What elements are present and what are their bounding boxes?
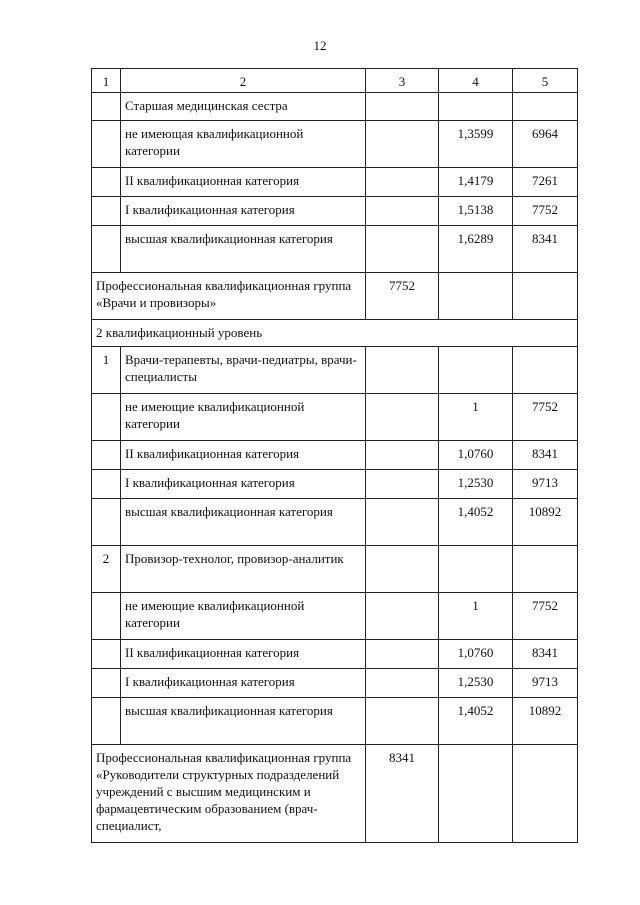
table-cell: 1,6289 bbox=[439, 226, 513, 273]
table-cell bbox=[366, 698, 439, 745]
table-cell bbox=[366, 669, 439, 698]
table-cell bbox=[366, 197, 439, 226]
table-row bbox=[92, 320, 578, 347]
header-cell: 5 bbox=[513, 69, 578, 93]
table-cell bbox=[92, 168, 121, 197]
header-cell: 1 bbox=[92, 69, 121, 93]
table-cell: II квалификационная категория bbox=[121, 168, 366, 197]
table-cell bbox=[439, 546, 513, 593]
table-cell bbox=[513, 347, 578, 394]
table-cell: 10892 bbox=[513, 499, 578, 546]
table-row bbox=[92, 745, 578, 843]
table-cell: II квалификационная категория bbox=[121, 640, 366, 669]
table-cell bbox=[92, 121, 121, 168]
table-cell: не имеющая квалификационной категории bbox=[121, 121, 366, 168]
table-row bbox=[92, 441, 578, 470]
table-cell bbox=[92, 394, 121, 441]
table-row bbox=[92, 640, 578, 669]
table-cell: 9713 bbox=[513, 470, 578, 499]
table-cell bbox=[92, 640, 121, 669]
table-cell bbox=[92, 499, 121, 546]
table-cell: 7752 bbox=[513, 394, 578, 441]
table-cell: 1,0760 bbox=[439, 640, 513, 669]
table-cell: 7752 bbox=[513, 197, 578, 226]
table-cell bbox=[366, 470, 439, 499]
table-cell bbox=[92, 470, 121, 499]
table-cell bbox=[513, 93, 578, 121]
table-cell bbox=[366, 226, 439, 273]
table-cell bbox=[92, 197, 121, 226]
table-cell: 8341 bbox=[513, 441, 578, 470]
table-cell: высшая квалификационная категория bbox=[121, 226, 366, 273]
table-cell: 1,2530 bbox=[439, 470, 513, 499]
table-cell bbox=[513, 273, 578, 320]
table-cell: не имеющие квалификационной категории bbox=[121, 394, 366, 441]
table-cell bbox=[366, 168, 439, 197]
table-cell bbox=[366, 640, 439, 669]
table-cell: 7752 bbox=[513, 593, 578, 640]
table-cell: 2 bbox=[92, 546, 121, 593]
table-cell: 1,5138 bbox=[439, 197, 513, 226]
table-cell: I квалификационная категория bbox=[121, 470, 366, 499]
table-cell: 1,4052 bbox=[439, 499, 513, 546]
table-row bbox=[92, 499, 578, 546]
table-cell: 1 bbox=[92, 347, 121, 394]
table-row bbox=[92, 121, 578, 168]
table-cell bbox=[92, 593, 121, 640]
table-cell: 1,4179 bbox=[439, 168, 513, 197]
table-header-row bbox=[92, 69, 578, 93]
table-cell: 10892 bbox=[513, 698, 578, 745]
table-cell bbox=[92, 698, 121, 745]
table-cell: Профессиональная квалификационная группа «Руководители структурных подразделений учреждений с высшим медицинским и фармацевтическим образованием (врач-специалист, bbox=[92, 745, 366, 843]
table-cell: Врачи-терапевты, врачи-педиатры, врачи-специалисты bbox=[121, 347, 366, 394]
table-cell: 8341 bbox=[513, 640, 578, 669]
table-cell bbox=[439, 347, 513, 394]
table-row bbox=[92, 593, 578, 640]
table-cell: 9713 bbox=[513, 669, 578, 698]
table-cell: Старшая медицинская сестра bbox=[121, 93, 366, 121]
salary-table bbox=[91, 68, 578, 843]
table-cell: I квалификационная категория bbox=[121, 197, 366, 226]
table-cell bbox=[92, 93, 121, 121]
table-cell: 2 квалификационный уровень bbox=[92, 320, 578, 347]
table-cell: I квалификационная категория bbox=[121, 669, 366, 698]
table-cell bbox=[92, 226, 121, 273]
table-cell bbox=[366, 499, 439, 546]
table-row bbox=[92, 168, 578, 197]
table-cell bbox=[513, 745, 578, 843]
table-cell bbox=[439, 273, 513, 320]
table-row bbox=[92, 93, 578, 121]
table-cell: 1,0760 bbox=[439, 441, 513, 470]
table-cell: II квалификационная категория bbox=[121, 441, 366, 470]
table-cell: 1,3599 bbox=[439, 121, 513, 168]
table-row bbox=[92, 394, 578, 441]
table-row bbox=[92, 226, 578, 273]
table-cell: 1 bbox=[439, 593, 513, 640]
table-cell bbox=[92, 669, 121, 698]
table-cell: Профессиональная квалификационная группа «Врачи и провизоры» bbox=[92, 273, 366, 320]
header-cell: 2 bbox=[121, 69, 366, 93]
table-cell bbox=[513, 546, 578, 593]
table-row bbox=[92, 546, 578, 593]
table-cell bbox=[92, 441, 121, 470]
table-row bbox=[92, 273, 578, 320]
table-cell: не имеющие квалификационной категории bbox=[121, 593, 366, 640]
table-cell bbox=[366, 593, 439, 640]
table-row bbox=[92, 669, 578, 698]
header-cell: 4 bbox=[439, 69, 513, 93]
table-cell: 8341 bbox=[513, 226, 578, 273]
table-cell: 7261 bbox=[513, 168, 578, 197]
table-cell bbox=[366, 93, 439, 121]
table-cell: высшая квалификационная категория bbox=[121, 698, 366, 745]
table-row bbox=[92, 197, 578, 226]
table-row bbox=[92, 347, 578, 394]
table-cell: 1,4052 bbox=[439, 698, 513, 745]
table-cell: 7752 bbox=[366, 273, 439, 320]
table-cell: 1 bbox=[439, 394, 513, 441]
table-cell bbox=[439, 745, 513, 843]
table-cell: 1,2530 bbox=[439, 669, 513, 698]
table-cell bbox=[366, 441, 439, 470]
table-cell: 8341 bbox=[366, 745, 439, 843]
header-cell: 3 bbox=[366, 69, 439, 93]
table-cell bbox=[366, 394, 439, 441]
table-cell: Провизор-технолог, провизор-аналитик bbox=[121, 546, 366, 593]
table-cell: высшая квалификационная категория bbox=[121, 499, 366, 546]
table-cell: 6964 bbox=[513, 121, 578, 168]
table-cell bbox=[366, 121, 439, 168]
table-row bbox=[92, 698, 578, 745]
table-cell bbox=[439, 93, 513, 121]
table-cell bbox=[366, 347, 439, 394]
table-cell bbox=[366, 546, 439, 593]
table-row bbox=[92, 470, 578, 499]
page-number: 12 bbox=[313, 38, 327, 53]
